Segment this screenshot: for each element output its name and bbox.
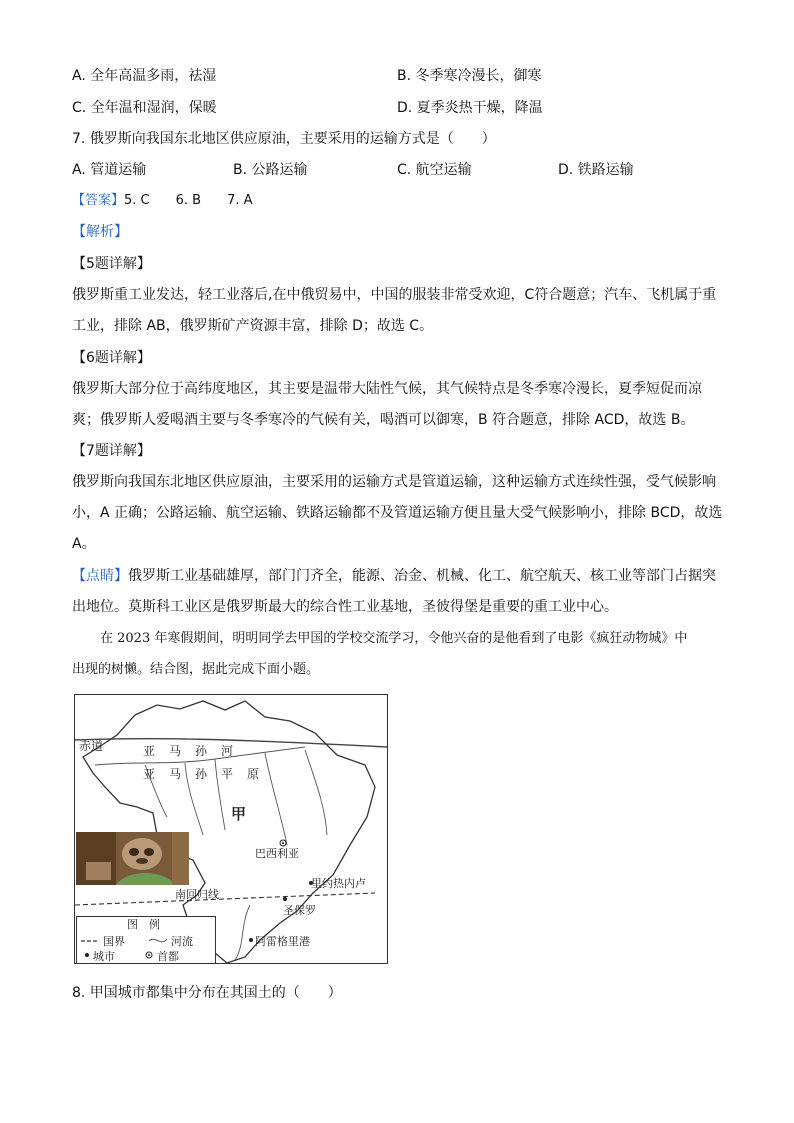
analysis-tag: 【解析】 — [72, 224, 128, 240]
equator-label: 赤道 — [79, 739, 104, 753]
intro-body — [72, 623, 724, 685]
tropic-line — [75, 893, 375, 905]
rio-label: 里约热内卢 — [311, 877, 366, 890]
intro-line-1: 在 2023 年寒假期间，明明同学去甲国的学校交流学习，令他兴奋的是他看到了电影《疯狂动物城》中 — [100, 631, 688, 646]
capital-label: 巴西利亚 — [255, 847, 299, 860]
legend-capital-label: 首都 — [157, 950, 179, 963]
detail-7-body — [72, 467, 724, 560]
q7-stem: 7. 俄罗斯向我国东北地区供应原油，主要采用的运输方式是（ ） — [72, 131, 496, 147]
q7-option-d: D. 铁路运输 — [558, 162, 634, 178]
answer-tag: 【答案】 — [72, 193, 125, 208]
q8-stem: 8. 甲国城市都集中分布在其国土的（ ） — [72, 985, 342, 1001]
sloth-drawing — [76, 832, 189, 885]
tributary-6 — [235, 905, 250, 960]
portoalegre-label: 阿雷格里港 — [255, 935, 310, 948]
detail-5-title: 【5题详解】 — [72, 256, 151, 272]
tributary-4 — [305, 750, 327, 835]
saopaulo-label: 圣保罗 — [283, 904, 316, 917]
q7-option-b: B. 公路运输 — [233, 162, 308, 178]
legend-river-label: 河流 — [171, 935, 193, 948]
dianjing-body — [72, 561, 724, 623]
capital-marker-inner — [282, 842, 284, 844]
dianjing-line-1 — [72, 561, 724, 592]
tropic-label: 南回归线 — [175, 888, 219, 901]
legend-title: 图 例 — [127, 918, 160, 931]
map-figure — [74, 694, 388, 964]
amazon-plain-label: 亚 马 孙 平 原 — [143, 767, 261, 781]
legend-border-label: 国界 — [103, 935, 125, 948]
q6-option-b: B. 冬季寒冷漫长，御寒 — [397, 68, 542, 84]
detail-5-body — [72, 280, 724, 342]
detail-6-line-2: 爽；俄罗斯人爱喝酒主要与冬季寒冷的气候有关，喝酒可以御寒，B 符合题意，排除 ACD，故选 B。 — [72, 412, 695, 428]
intro-line-2: 出现的树懒。结合图，据此完成下面小题。 — [72, 662, 320, 677]
tributary-3 — [265, 753, 287, 845]
detail-5-line-1: 俄罗斯重工业发达，轻工业落后,在中俄贸易中，中国的服装非常受欢迎，C符合题意；汽车、飞机属于重 — [72, 287, 717, 303]
q7-option-c: C. 航空运输 — [397, 162, 472, 178]
amazon-river-label: 亚 马 孙 河 — [143, 744, 235, 758]
sloth-photo — [76, 832, 189, 885]
saopaulo-marker — [283, 897, 287, 901]
legend-city-label: 城市 — [93, 950, 115, 963]
map-legend — [76, 916, 216, 964]
dianjing-tag: 【点睛】 — [72, 568, 128, 584]
dianjing-line-1-text: 俄罗斯工业基础雄厚，部门门齐全，能源、冶金、机械、化工、航空航天、核工业等部门占据突 — [128, 568, 716, 584]
country-label: 甲 — [231, 805, 247, 823]
answer-text: 5. C 6. B 7. A — [124, 193, 253, 208]
q6-option-d: D. 夏季炎热干燥，降温 — [397, 100, 543, 116]
detail-7-title: 【7题详解】 — [72, 443, 151, 459]
dianjing-line-2: 出地位。莫斯科工业区是俄罗斯最大的综合性工业基地，圣彼得堡是重要的重工业中心。 — [72, 599, 618, 615]
q6-option-c: C. 全年温和湿润，保暖 — [72, 100, 217, 116]
detail-6-line-1: 俄罗斯大部分位于高纬度地区，其主要是温带大陆性气候，其气候特点是冬季寒冷漫长，夏季短促而凉 — [72, 381, 702, 397]
portoalegre-marker — [249, 938, 253, 942]
q7-option-a: A. 管道运输 — [72, 162, 147, 178]
detail-7-line-3: A。 — [72, 536, 96, 552]
detail-7-line-1: 俄罗斯向我国东北地区供应原油，主要采用的运输方式是管道运输，这种运输方式连续性强，受气候影响 — [72, 474, 716, 490]
detail-6-body — [72, 374, 724, 436]
q6-option-a: A. 全年高温多雨，祛湿 — [72, 68, 217, 84]
detail-6-title: 【6题详解】 — [72, 350, 151, 366]
answer-line — [72, 192, 253, 210]
detail-7-line-2: 小，A 正确；公路运输、航空运输、铁路运输都不及管道运输方便且量大受气候影响小，排除 BCD，故选 — [72, 505, 723, 521]
detail-5-line-2: 工业，排除 AB，俄罗斯矿产资源丰富，排除 D；故选 C。 — [72, 318, 434, 334]
